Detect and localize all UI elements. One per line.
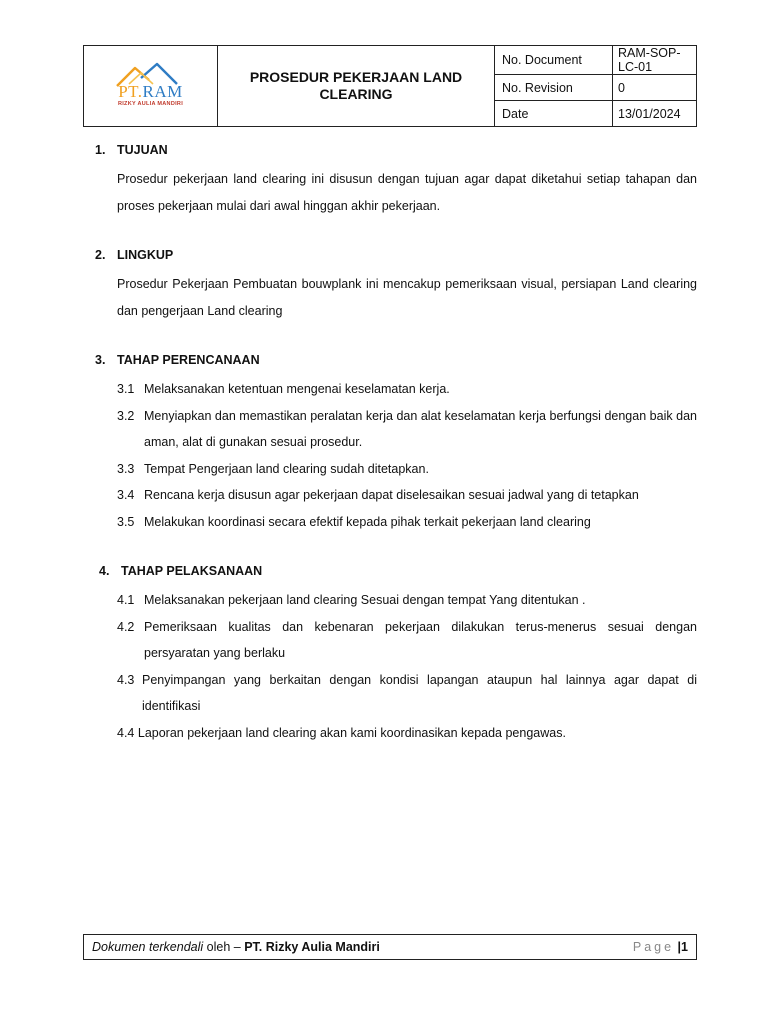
meta-value-document: RAM-SOP-LC-01	[613, 46, 697, 75]
meta-value-revision: 0	[613, 75, 697, 101]
document-header-table	[83, 45, 697, 127]
section-heading-tujuan: 1. TUJUAN	[95, 143, 168, 157]
list-item: 4.2 Pemeriksaan kualitas dan kebenaran pekerjaan dilakukan terus-menerus sesuai dengan persyaratan yang berlaku	[117, 619, 697, 660]
section-heading-pelaksanaan: 4. TAHAP PELAKSANAAN	[99, 564, 263, 578]
meta-value-date: 13/01/2024	[613, 101, 697, 127]
section-text-tujuan: Prosedur pekerjaan land clearing ini disusun dengan tujuan agar dapat diketahui setiap tahapan dan proses pekerjaan mulai dari awal hinggan akhir pekerjaan.	[117, 172, 697, 213]
list-item: 4.3 Penyimpangan yang berkaitan dengan kondisi lapangan ataupun hal lainnya agar dapat di identifikasi	[117, 672, 697, 713]
meta-label-document: No. Document	[495, 46, 613, 75]
section-heading-perencanaan: 3. TAHAP PERENCANAAN	[95, 353, 260, 367]
logo-brand: PT.RAM	[118, 82, 183, 101]
company-logo	[111, 60, 191, 112]
list-item: 3.5 Melakukan koordinasi secara efektif kepada pihak terkait pekerjaan land clearing	[117, 514, 591, 529]
list-item: 3.2 Menyiapkan dan memastikan peralatan kerja dan alat keselamatan kerja berfungsi dengan baik dan aman, alat di gunakan sesuai prosedur.	[117, 408, 697, 449]
logo-tagline: RIZKY AULIA MANDIRI	[117, 101, 184, 107]
meta-label-revision: No. Revision	[495, 75, 613, 101]
footer-controlled-by: Dokumen terkendali oleh – PT. Rizky Aulia Mandiri	[92, 940, 380, 954]
list-item: 4.1 Melaksanakan pekerjaan land clearing Sesuai dengan tempat Yang ditentukan .	[117, 593, 586, 607]
list-item: 4.4 Laporan pekerjaan land clearing akan kami koordinasikan kepada pengawas.	[117, 725, 566, 740]
list-item: 3.3 Tempat Pengerjaan land clearing sudah ditetapkan.	[117, 461, 429, 476]
meta-label-date: Date	[495, 101, 613, 127]
document-title: PROSEDUR PEKERJAAN LAND CLEARING	[218, 46, 495, 127]
document-footer	[83, 934, 697, 960]
logo-cell	[84, 46, 218, 127]
section-text-lingkup: Prosedur Pekerjaan Pembuatan bouwplank ini mencakup pemeriksaan visual, persiapan Land clearing dan pengerjaan Land clearing	[117, 277, 697, 318]
list-item: 3.4 Rencana kerja disusun agar pekerjaan dapat diselesaikan sesuai jadwal yang di tetapkan	[117, 488, 639, 502]
footer-page: Page |1	[632, 940, 688, 954]
document-body	[95, 140, 697, 746]
list-item: 3.1 Melaksanakan ketentuan mengenai keselamatan kerja.	[117, 382, 450, 396]
section-heading-lingkup: 2. LINGKUP	[95, 248, 174, 262]
